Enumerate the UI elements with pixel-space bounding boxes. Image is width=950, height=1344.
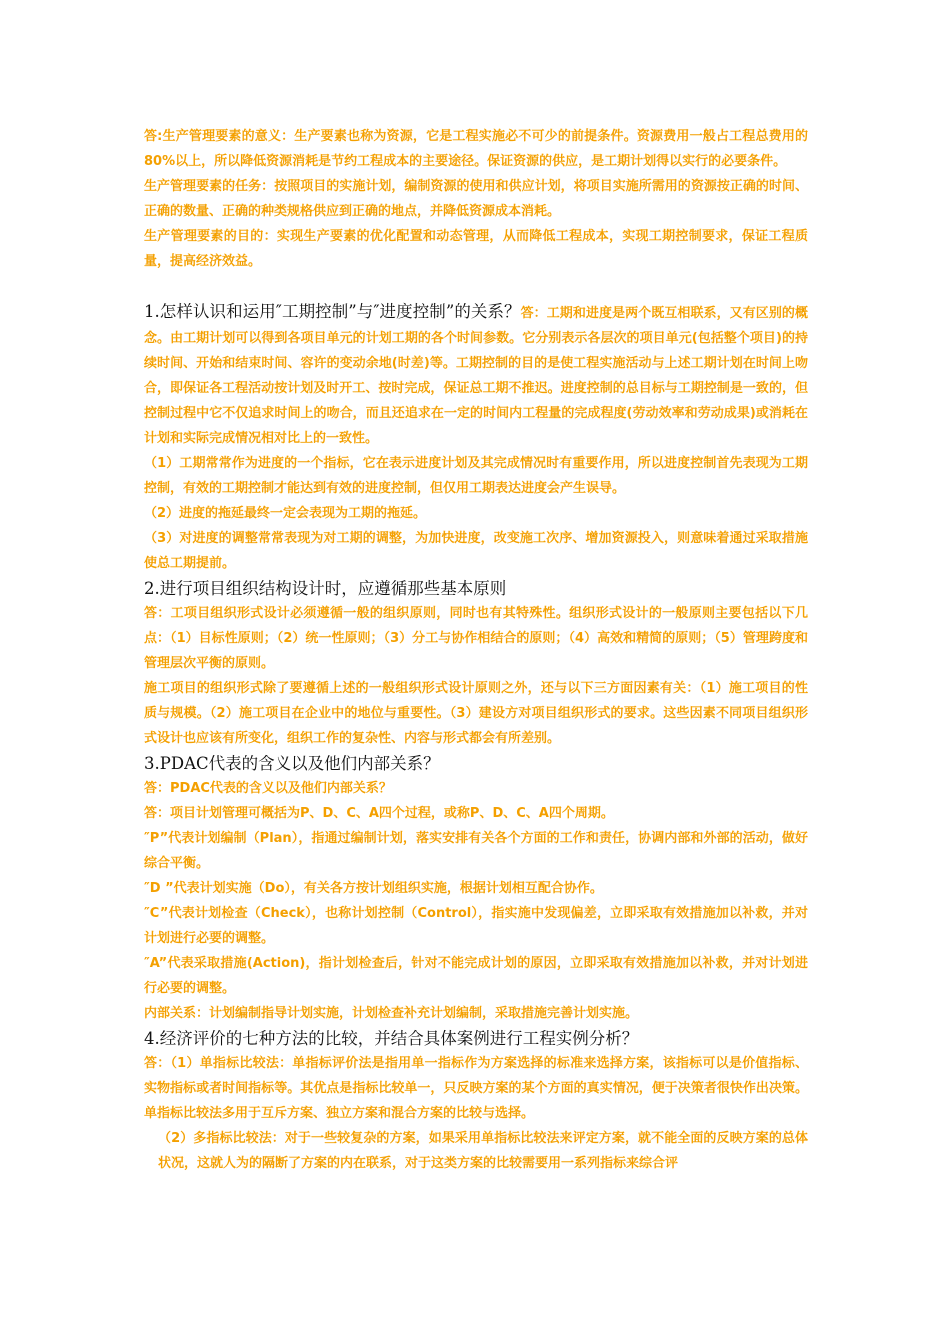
q4-method1: 答：（1）单指标比较法：单指标评价法是指用单一指标作为方案选择的标准来选择方案，该指标可以是价值指标、实物指标或者时间指标等。其优点是指标比较单一，只反映方案的某个方面的真实情况，便于决策者很快作出决策。单指标比较法多用于互斥方案、独立方案和混合方案的比较与选择。 [144,1056,808,1121]
q3-relation: 内部关系：计划编制指导计划实施，计划检查补充计划编制，采取措施完善计划实施。 [144,1006,639,1021]
q2-question: 2.进行项目组织结构设计时，应遵循那些基本原则 [144,579,507,598]
blank-line [144,274,808,299]
q3-question: 3.PDAC代表的含义以及他们内部关系？ [144,754,440,773]
intro-task: 生产管理要素的任务：按照项目的实施计划，编制资源的使用和供应计划，将项目实施所需用的资源按正确的时间、正确的数量、正确的种类规格供应到正确的地点，并降低资源成本消耗。 [144,179,808,219]
q4-method2: （2）多指标比较法：对于一些较复杂的方案，如果采用单指标比较法来评定方案，就不能全面的反映方案的总体状况，这就人为的隔断了方案的内在联系，对于这类方案的比较需要用一系列指标来综合评 [158,1131,808,1171]
q1-point2: （2）进度的拖延最终一定会表现为工期的拖延。 [144,506,427,521]
q1-answer: 答：工期和进度是两个既互相联系，又有区别的概念。由工期计划可以得到各项目单元的计划工期的各个时间参数。它分别表示各层次的项目单元(包括整个项目)的持续时间、开始和结束时间、容许的变动余地(时差)等。工期控制的目的是使工程实施活动与上述工期计划在时间上吻合，即保证各工程活动按计划及时开工、按时完成，保证总工期不推迟。进度控制的总目标与工期控制是一致的，但控制过程中它不仅追求时间上的吻合，而且还追求在一定的时间内工程量的完成程度(劳动效率和劳动成果)或消耗在计划和实际完成情况相对比上的一致性。 [144,306,808,446]
q1-block [144,299,808,451]
q3-do: ″D ”代表计划实施（Do），有关各方按计划组织实施，根据计划相互配合协作。 [144,881,603,896]
q3-action: ″A”代表采取措施(Action)，指计划检查后，针对不能完成计划的原因，立即采取有效措施加以补救，并对计划进行必要的调整。 [144,956,808,996]
intro-purpose: 生产管理要素的目的：实现生产要素的优化配置和动态管理，从而降低工程成本，实现工期控制要求，保证工程质量，提高经济效益。 [144,229,808,269]
intro-meaning: 答:生产管理要素的意义：生产要素也称为资源，它是工程实施必不可少的前提条件。资源费用一般占工程总费用的80%以上，所以降低资源消耗是节约工程成本的主要途径。保证资源的供应，是工期计划得以实行的必要条件。 [144,129,808,169]
q1-point3: （3）对进度的调整常常表现为对工期的调整，为加快进度，改变施工次序、增加资源投入，则意味着通过采取措施使总工期提前。 [144,531,808,571]
q2-answer2: 施工项目的组织形式除了要遵循上述的一般组织形式设计原则之外，还与以下三方面因素有关：（1）施工项目的性质与规模。（2）施工项目在企业中的地位与重要性。（3）建设方对项目组织形式的要求。这些因素不同项目组织形式设计也应该有所变化，组织工作的复杂性、内容与形式都会有所差别。 [144,681,808,746]
q3-line2: 答：项目计划管理可概括为P、D、C、A四个过程，或称P、D、C、A四个周期。 [144,806,614,821]
q1-point1: （1）工期常常作为进度的一个指标，它在表示进度计划及其完成情况时有重要作用，所以进度控制首先表现为工期控制，有效的工期控制才能达到有效的进度控制，但仅用工期表达进度会产生误导。 [144,456,808,496]
q4-question: 4.经济评价的七种方法的比较，并结合具体案例进行工程实例分析？ [144,1029,639,1048]
q1-question: 1.怎样认识和运用″工期控制”与″进度控制”的关系？ [144,302,521,321]
q2-answer1: 答：工项目组织形式设计必须遵循一般的组织原则，同时也有其特殊性。组织形式设计的一般原则主要包括以下几点：（1）目标性原则；（2）统一性原则；（3）分工与协作相结合的原则；（4）高效和精简的原则；（5）管理跨度和管理层次平衡的原则。 [144,606,808,671]
q3-plan: ″P”代表计划编制（Plan），指通过编制计划，落实安排有关各个方面的工作和责任，协调内部和外部的活动，做好综合平衡。 [144,831,808,871]
q3-line1: 答：PDAC代表的含义以及他们内部关系？ [144,781,392,796]
document-page [144,124,808,1176]
q3-check: ″C”代表计划检查（Check），也称计划控制（Control），指实施中发现偏差，立即采取有效措施加以补救，并对计划进行必要的调整。 [144,906,808,946]
